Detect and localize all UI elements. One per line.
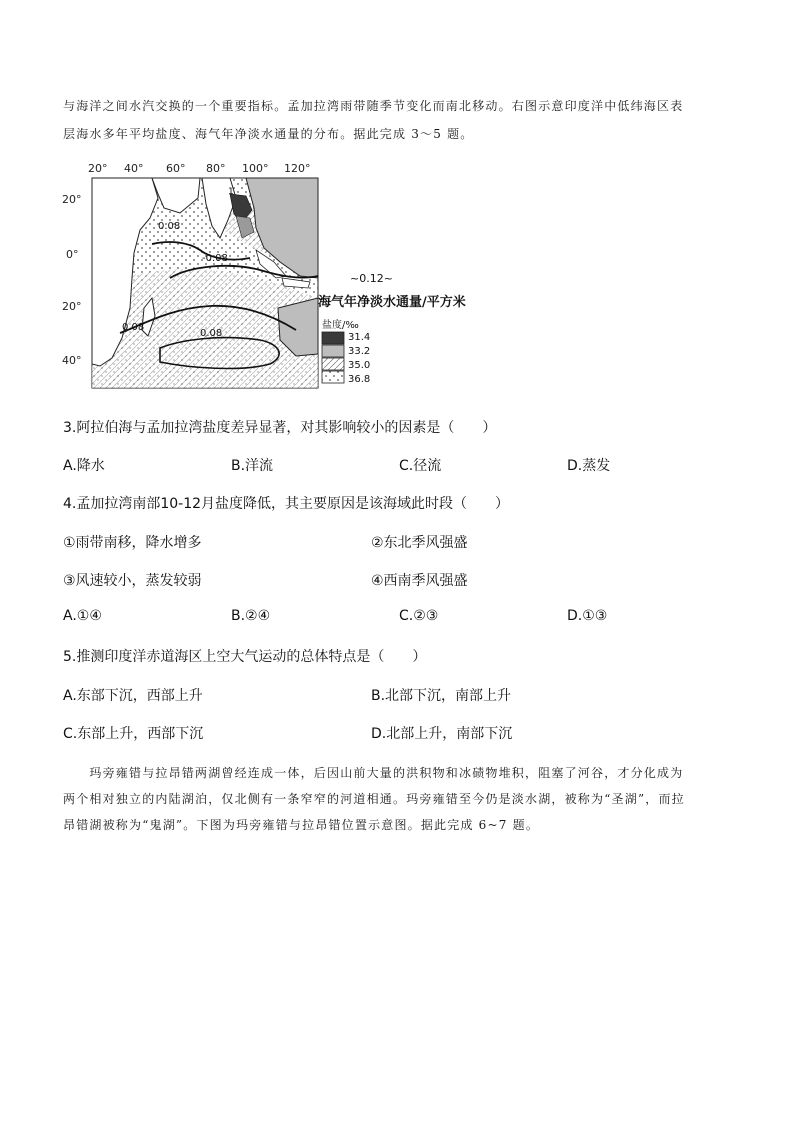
q4-option-a[interactable]: A.①④ — [63, 608, 102, 624]
salinity-swatch-3 — [322, 358, 344, 370]
salinity-swatch-4 — [322, 371, 344, 383]
passage-line-2: 两个相对独立的内陆湖泊，仅北侧有一条窄窄的河道相通。玛旁雍错至今仍是淡水湖，被称为“圣湖”，而拉 — [63, 792, 685, 806]
lon-label-20: 20° — [88, 162, 108, 175]
intro-line-1: 与海洋之间水汽交换的一个重要指标。孟加拉湾雨带随季节变化而南北移动。右图示意印度洋中低纬海区表 — [63, 99, 684, 113]
lat-label-20s: 20° — [62, 300, 82, 313]
contour-label-1: 1 — [228, 187, 234, 197]
salinity-legend-title: 盐度/‰ — [322, 320, 359, 331]
contour-label-0-08-c: 0.08 — [200, 328, 223, 339]
lat-label-20n: 20° — [62, 193, 82, 206]
lon-label-60: 60° — [166, 162, 186, 175]
q5-option-a[interactable]: A.东部下沉，西部上升 — [63, 688, 203, 704]
lon-label-40: 40° — [124, 162, 144, 175]
salinity-value-2: 33.2 — [348, 346, 371, 357]
q4-item-3: ③风速较小，蒸发较弱 — [63, 573, 202, 589]
lat-label-0: 0° — [66, 248, 79, 261]
salinity-value-3: 35.0 — [348, 360, 371, 371]
lat-label-40s: 40° — [62, 354, 82, 367]
q3-option-a[interactable]: A.降水 — [63, 458, 105, 474]
passage-line-1: 玛旁雍错与拉昂错两湖曾经连成一体，后因山前大量的洪积物和冰碛物堆积，阻塞了河谷，才分化成为 — [63, 766, 684, 780]
contour-label-0-08-b: 0.08 — [122, 322, 145, 333]
q5-option-d[interactable]: D.北部上升，南部下沉 — [371, 726, 513, 742]
indian-ocean-salinity-map — [60, 158, 510, 398]
q4-item-1: ①雨带南移，降水增多 — [63, 535, 202, 551]
salinity-value-4: 36.8 — [348, 374, 371, 385]
q5-option-b[interactable]: B.北部下沉，南部上升 — [371, 688, 512, 704]
lon-label-100: 100° — [242, 162, 269, 175]
q3-option-b[interactable]: B.洋流 — [231, 458, 274, 474]
contour-label-0-08-a: 0.08 — [158, 221, 181, 232]
q3-option-c[interactable]: C.径流 — [399, 458, 442, 474]
question-4-stem: 4.孟加拉湾南部10-12月盐度降低，其主要原因是该海域此时段（ ） — [63, 496, 510, 512]
salinity-swatch-1 — [322, 332, 344, 344]
lon-label-120: 120° — [284, 162, 311, 175]
lon-label-80: 80° — [206, 162, 226, 175]
legend-caption: 海气年净淡水通量/平方米 — [318, 295, 466, 310]
q4-item-4: ④西南季风强盛 — [371, 573, 468, 589]
q4-item-2: ②东北季风强盛 — [371, 535, 468, 551]
intro-line-2: 层海水多年平均盐度、海气年净淡水通量的分布。据此完成 3～5 题。 — [63, 127, 474, 141]
question-5-stem: 5.推测印度洋赤道海区上空大气运动的总体特点是（ ） — [63, 649, 427, 665]
q3-option-d[interactable]: D.蒸发 — [567, 458, 611, 474]
legend-contour-example: ~0.12~ — [350, 272, 393, 285]
salinity-swatch-2 — [322, 345, 344, 357]
q4-option-b[interactable]: B.②④ — [231, 608, 271, 624]
q4-option-c[interactable]: C.②③ — [399, 608, 439, 624]
q4-option-d[interactable]: D.①③ — [567, 608, 608, 624]
question-3-stem: 3.阿拉伯海与孟加拉湾盐度差异显著，对其影响较小的因素是（ ） — [63, 420, 497, 436]
salinity-value-1: 31.4 — [348, 332, 371, 343]
q5-option-c[interactable]: C.东部上升，西部下沉 — [63, 726, 204, 742]
intro-paragraph — [63, 92, 733, 148]
passage-line-3: 昂错湖被称为“鬼湖”。下图为玛旁雍错与拉昂错位置示意图。据此完成 6~7 题。 — [63, 818, 540, 832]
contour-label-neg-0-08: -0.08 — [202, 253, 228, 264]
passage-lakes — [63, 760, 733, 838]
